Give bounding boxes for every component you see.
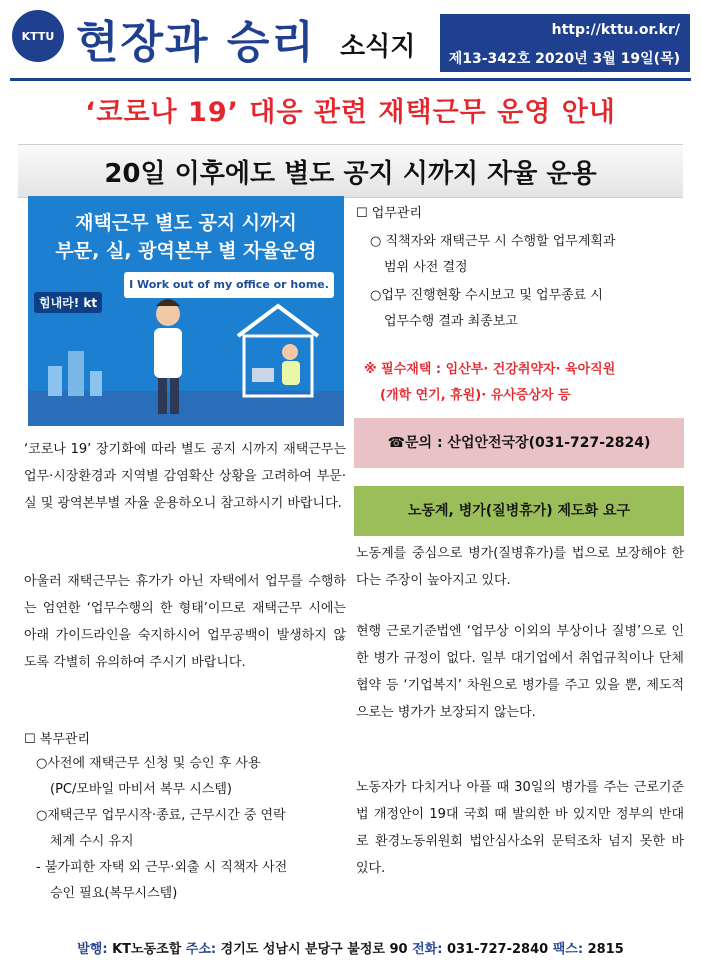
banner-speech: I Work out of my office or home. [124, 272, 334, 298]
newsletter-label: 소식지 [340, 32, 416, 62]
attendance-item-2-cont: 체계 수시 유지 [50, 834, 134, 849]
work-mgmt-heading: ☐ 업무관리 [356, 206, 423, 221]
attendance-item-1: ○사전에 재택근무 신청 및 승인 후 사용 [36, 756, 261, 771]
footer-publisher: KT노동조합 [112, 942, 182, 957]
sick-leave-paragraph-1: 노동계를 중심으로 병가(질병휴가)를 법으로 보장해야 한다는 주장이 높아지고 있다. [356, 546, 684, 588]
sick-leave-paragraph-2: 현행 근로기준법엔 ‘업무상 이외의 부상이나 질병’으로 인한 병가 규정이 없다. 일부 대기업에서 취업규칙이나 단체협약 등 ‘기업복지’ 차원으로 병가를 주고 있을 뿐, 제도적으로는 병가가 보장되지 않는다. [356, 624, 684, 720]
footer-phone-key: 전화: [412, 942, 443, 957]
attendance-item-3: - 불가피한 자택 외 근무·외출 시 직책자 사전 [36, 860, 288, 875]
work-mgmt-item-2-cont: 업무수행 결과 최종보고 [384, 314, 518, 329]
website-link[interactable]: http://kttu.or.kr/ [551, 22, 680, 38]
headline: ‘코로나 19’ 대응 관련 재택근무 운영 안내 [85, 97, 616, 128]
footer-phone: 031-727-2840 [446, 942, 549, 957]
footer-address: 경기도 성남시 분당구 불정로 90 [220, 942, 408, 957]
office-worker-illustration [28, 196, 344, 426]
work-mgmt-item-1: ○ 직책자와 재택근무 시 수행할 업무계획과 [370, 234, 616, 249]
attendance-heading: ☐ 복무관리 [24, 732, 91, 747]
work-from-home-banner [28, 196, 344, 426]
footer-fax-key: 팩스: [552, 942, 584, 957]
banner-line-1: 재택근무 별도 공지 시까지 [75, 212, 297, 234]
footer-address-key: 주소: [185, 942, 217, 957]
inquiry-contact: ☎문의 : 산업안전국장(031-727-2824) [387, 435, 651, 451]
attendance-item-1-cont: (PC/모바일 마비서 복무 시스템) [50, 782, 232, 797]
banner-line-2: 부문, 실, 광역본부 별 자율운영 [55, 240, 317, 262]
masthead [0, 0, 701, 78]
work-mgmt-item-2: ○업무 진행현황 수시보고 및 업무종료 시 [370, 288, 603, 303]
union-logo: KTTU [12, 10, 64, 62]
sick-leave-paragraph-3: 노동자가 다치거나 아플 때 30일의 병가를 주는 근로기준법 개정안이 19대 국회 때 발의한 바 있지만 정부의 반대로 환경노동위원회 법안심사소위 문턱조차 넘지 못한 바 있다. [356, 780, 684, 876]
publisher-footer [0, 938, 701, 957]
issue-info-box [440, 14, 690, 72]
attendance-item-2: ○재택근무 업무시작·종료, 근무시간 중 연락 [36, 808, 286, 823]
issue-number-date: 제13-342호 2020년 3월 19일(목) [448, 51, 680, 67]
subheadline: 20일 이후에도 별도 공지 시까지 자율 운용 [104, 159, 597, 189]
newsletter-brand: 현장과 승리 [76, 17, 316, 68]
attendance-item-3-cont: 승인 필요(복무시스템) [50, 886, 178, 901]
mandatory-remote-note: ※ 필수재택 : 임산부· 건강취약자· 육아직원 [364, 362, 616, 377]
header-divider [10, 78, 691, 81]
footer-fax: 2815 [587, 942, 624, 957]
guideline-paragraph: 아울러 재택근무는 휴가가 아닌 자택에서 업무를 수행하는 엄연한 ‘업무수행의 한 형태’이므로 재택근무 시에는 아래 가이드라인을 숙지하시어 업무공백이 발생하지 않도록 각별히 유의하여 주시기 바랍니다. [24, 574, 346, 670]
sick-leave-section-title: 노동계, 병가(질병휴가) 제도화 요구 [407, 503, 631, 519]
footer-publisher-key: 발행: [77, 942, 108, 957]
intro-paragraph: ‘코로나 19’ 장기화에 따라 별도 공지 시까지 재택근무는 업무·시장환경과 지역별 감염확산 상황을 고려하여 부문·실 및 광역본부별 자율 운용하오니 참고하시기 바랍니다. [24, 442, 346, 511]
mandatory-remote-note-cont: (개학 연기, 휴원)· 유사증상자 등 [380, 388, 571, 403]
work-mgmt-item-1-cont: 범위 사전 결정 [384, 260, 468, 275]
kt-cheer-badge: 힘내라! kt [34, 292, 102, 313]
